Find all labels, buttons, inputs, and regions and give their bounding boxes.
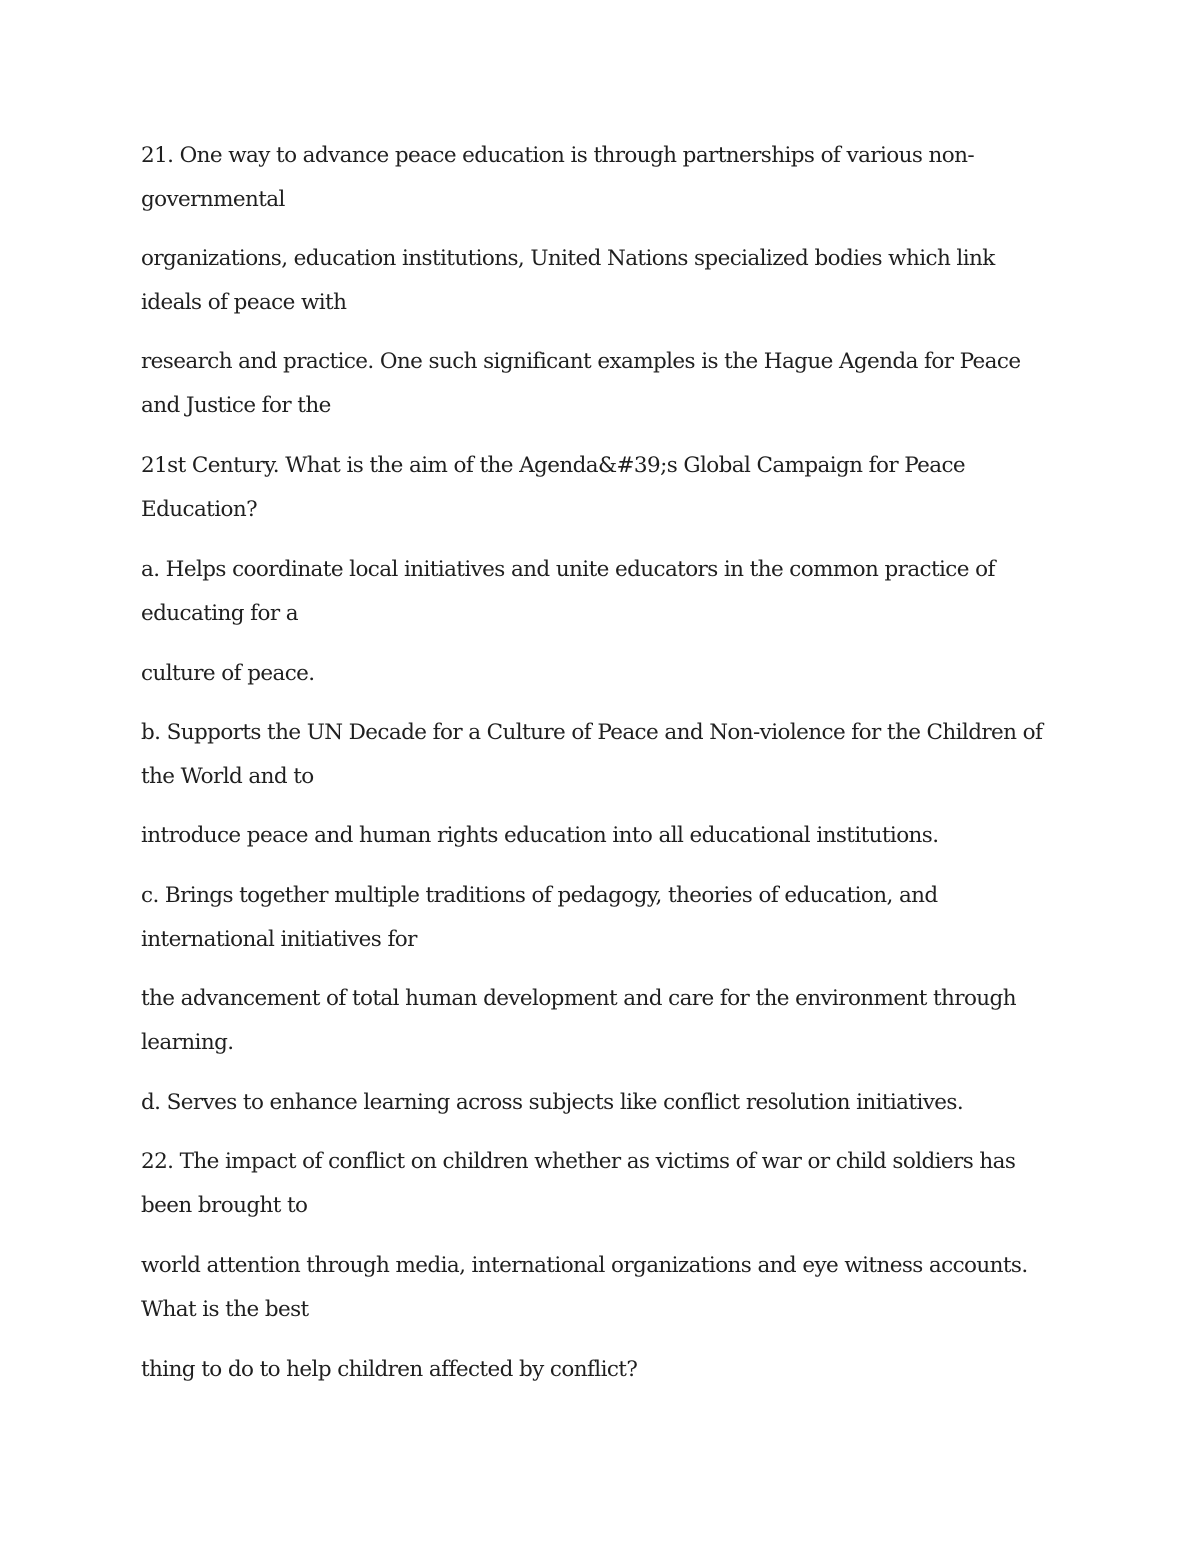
option-c-line-1: c. Brings together multiple traditions of pedagogy, theories of education, and international initiatives for xyxy=(141,883,938,952)
question-21-line-2: organizations, education institutions, United Nations specialized bodies which link ideals of peace with xyxy=(141,246,995,315)
question-21-line-3: research and practice. One such significant examples is the Hague Agenda for Peace and Justice for the xyxy=(141,349,1021,418)
option-b-line-2: introduce peace and human rights education into all educational institutions. xyxy=(141,823,939,848)
option-a-line-1: a. Helps coordinate local initiatives and unite educators in the common practice of educating for a xyxy=(141,557,995,626)
option-a-line-2: culture of peace. xyxy=(141,661,315,686)
question-21-line-1: 21. One way to advance peace education is through partnerships of various non-governmental xyxy=(141,143,974,212)
option-c-line-2: the advancement of total human development and care for the environment through learning. xyxy=(141,986,1016,1055)
question-22-line-3: thing to do to help children affected by conflict? xyxy=(141,1357,638,1382)
question-22-line-1: 22. The impact of conflict on children whether as victims of war or child soldiers has been brought to xyxy=(141,1149,1016,1218)
question-22-line-2: world attention through media, international organizations and eye witness accounts. What is the best xyxy=(141,1253,1028,1322)
question-21-line-4: 21st Century. What is the aim of the Agenda&#39;s Global Campaign for Peace Education? xyxy=(141,453,966,522)
option-d: d. Serves to enhance learning across subjects like conflict resolution initiatives. xyxy=(141,1090,964,1115)
option-b-line-1: b. Supports the UN Decade for a Culture of Peace and Non-violence for the Children of the World and to xyxy=(141,720,1043,789)
